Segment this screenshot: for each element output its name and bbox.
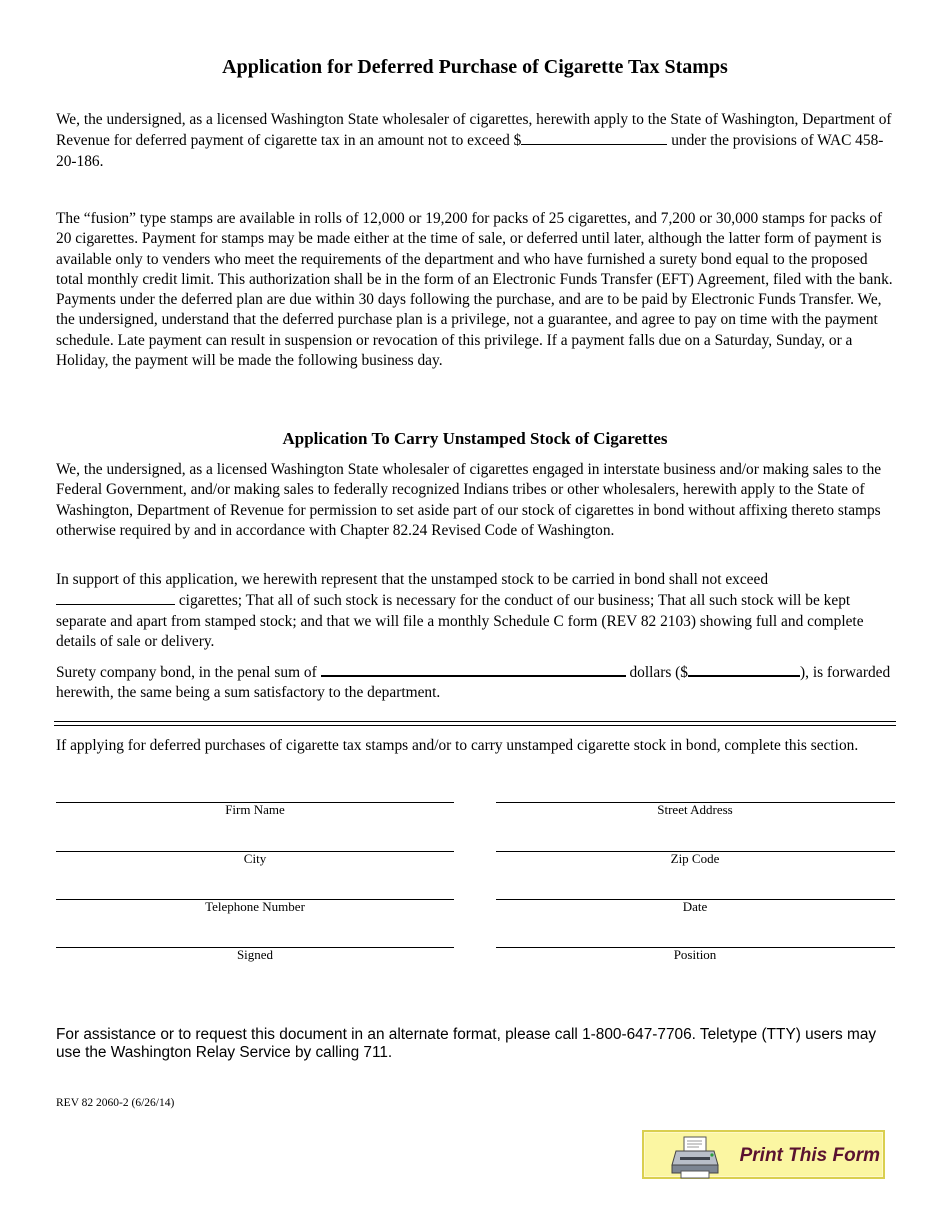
penal-sum-amount-field[interactable] xyxy=(688,661,800,677)
street-address-label: Street Address xyxy=(657,802,733,817)
unstamped-heading: Application To Carry Unstamped Stock of Cigarettes xyxy=(282,429,668,448)
page-title: Application for Deferred Purchase of Cigarette Tax Stamps xyxy=(222,56,728,78)
print-form-label: Print This Form xyxy=(739,1145,880,1166)
position-label: Position xyxy=(673,947,717,962)
section-instructions: If applying for deferred purchases of cigarette tax stamps and/or to carry unstamped cigarette stock in bond, complete this section. xyxy=(56,737,859,754)
unstamped-paragraph: We, the undersigned, as a licensed Washington State wholesaler of cigarettes engaged in interstate business and/or making sales to the Federal Government, and/or making sales to federally recognized Indians tribes or other wholesalers, herewith apply to the State of Washington, Department of Revenue for permission to set aside part of our stock of cigarettes in bond without affixing thereto stamps otherwise required by and in accordance with Chapter 82.24 Revised Code of Washington. xyxy=(56,461,882,539)
surety-text: Surety company bond, in the penal sum of xyxy=(56,664,321,681)
city-label: City xyxy=(243,851,267,866)
print-form-button[interactable] xyxy=(642,1130,885,1179)
surety-text-end: ), is forwarded herewith, the same being a sum satisfactory to the department. xyxy=(56,664,891,702)
section-divider-top xyxy=(54,721,896,722)
date-label: Date xyxy=(682,899,708,914)
assistance-text: For assistance or to request this document in an alternate format, please call 1-800-647-7706. Teletype (TTY) users may use the Washington Relay Service by calling 711. xyxy=(56,1026,877,1061)
fusion-stamps-paragraph: The “fusion” type stamps are available in rolls of 12,000 or 19,200 for packs of 25 cigarettes, and 7,200 or 30,000 stamps for packs of 20 cigarettes. Payment for stamps may be made either at the time of sale, or deferred until later, although the latter form of payment is available only to venders who meet the requirements of the department and who have furnished a surety bond equal to the proposed total monthly credit limit. This authorization shall be in the form of an Electronic Funds Transfer (EFT) Agreement, filed with the bank. Payments under the deferred plan are due within 30 days following the purchase, and are to be paid by Electronic Funds Transfer. We, the undersigned, understand that the deferred purchase plan is a privilege, not a guarantee, and agree to pay on time with the payment schedule. Late payment can result in suspension or revocation of this privilege. If a payment falls due on a Saturday, Sunday, or a Holiday, the payment will be made the following business day. xyxy=(56,210,893,370)
cigarette-limit-field[interactable] xyxy=(56,590,175,605)
tax-amount-field[interactable] xyxy=(521,130,667,145)
surety-paragraph xyxy=(56,661,898,704)
intro-text-end: under the provisions of WAC 458-20-186. xyxy=(56,132,884,170)
intro-text: We, the undersigned, as a licensed Washington State wholesaler of cigarettes, herewith apply to the State of Washington, Department of Revenue for deferred payment of cigarette tax in an amount not to exceed $ xyxy=(56,111,892,150)
telephone-label: Telephone Number xyxy=(205,899,305,914)
form-number: REV 82 2060-2 (6/26/14) xyxy=(56,1097,175,1109)
zip-code-label: Zip Code xyxy=(670,851,720,866)
support-text-end: cigarettes; That all of such stock is necessary for the conduct of our business; That all such stock will be kept separate and apart from stamped stock; and that we will file a monthly Schedule C form (REV 82 2103) showing full and complete details of sale or delivery. xyxy=(56,592,864,650)
firm-name-label: Firm Name xyxy=(225,802,285,817)
intro-paragraph xyxy=(56,110,898,172)
section-divider-bottom xyxy=(54,725,896,726)
printer-icon xyxy=(671,1135,721,1179)
surety-dollars-text: dollars ($ xyxy=(625,664,688,681)
penal-sum-words-field[interactable] xyxy=(321,661,626,677)
signed-label: Signed xyxy=(236,947,274,962)
support-paragraph xyxy=(56,570,898,652)
support-text: In support of this application, we herewith represent that the unstamped stock to be carried in bond shall not exceed xyxy=(56,571,769,588)
